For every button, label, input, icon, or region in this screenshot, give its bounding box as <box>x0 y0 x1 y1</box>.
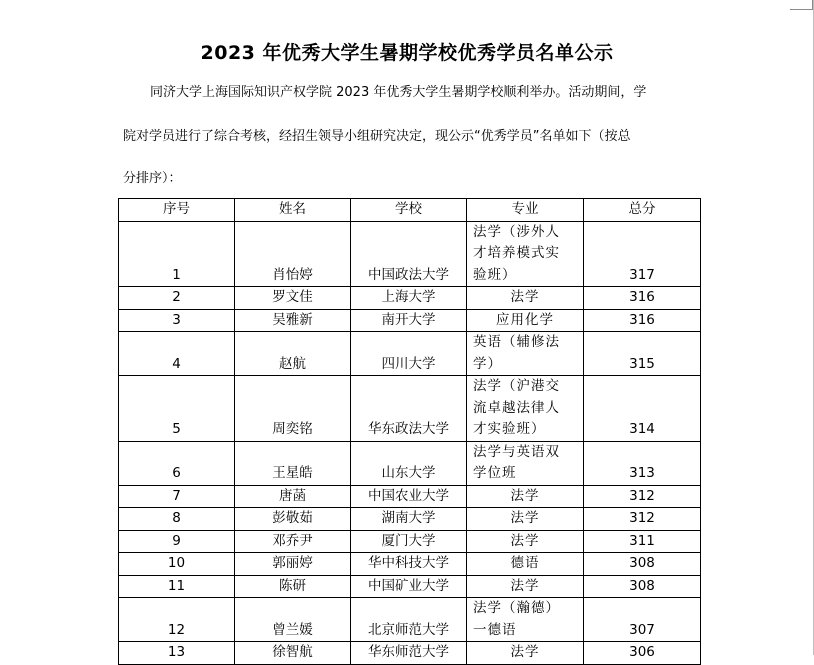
total-score: 316 <box>584 309 701 332</box>
table-row <box>119 508 701 531</box>
major-line: 流卓越法律人 <box>473 399 560 416</box>
major-line: 德语 <box>510 555 540 571</box>
table-row <box>119 553 701 576</box>
school-name: 山东大学 <box>351 441 467 485</box>
major-line: 英语（辅修法 <box>473 334 560 350</box>
major-cell <box>467 485 584 508</box>
major-line: 才实验班） <box>473 421 546 437</box>
table-row <box>119 485 701 508</box>
intro-paragraph-line-3: 分排序）： <box>123 171 182 186</box>
student-name: 罗文佳 <box>235 287 351 310</box>
major-cell <box>467 376 584 442</box>
total-score: 307 <box>584 598 701 642</box>
student-name: 徐智航 <box>235 642 351 665</box>
row-number: 5 <box>119 376 235 442</box>
table-row <box>119 332 701 376</box>
table-row <box>119 376 701 442</box>
table-row <box>119 598 701 642</box>
student-name: 赵航 <box>235 332 351 376</box>
total-score: 311 <box>584 530 701 553</box>
row-number: 8 <box>119 508 235 531</box>
intro-paragraph-line-2: 院对学员进行了综合考核，经招生领导小组研究决定，现公示“优秀学员”名单如下（按总 <box>123 129 631 144</box>
total-score: 316 <box>584 287 701 310</box>
row-number: 12 <box>119 598 235 642</box>
major-line: 法学 <box>510 510 540 526</box>
major-line: 应用化学 <box>496 311 554 328</box>
outstanding-students-table <box>118 198 701 665</box>
total-score: 315 <box>584 332 701 376</box>
major-line: 法学与英语双 <box>473 443 560 460</box>
major-cell <box>467 332 584 376</box>
major-line: 法学 <box>510 289 540 305</box>
school-name: 中国农业大学 <box>351 485 467 508</box>
row-number: 2 <box>119 287 235 310</box>
major-cell <box>467 287 584 310</box>
intro-paragraph-line-1: 同济大学上海国际知识产权学院 2023 年优秀大学生暑期学校顺利举办。活动期间，学 <box>150 85 647 100</box>
page-corner-mark <box>790 0 814 10</box>
total-score: 317 <box>584 221 701 287</box>
table-row <box>119 642 701 665</box>
total-score: 314 <box>584 376 701 442</box>
total-score: 308 <box>584 575 701 598</box>
student-name: 郭丽婷 <box>235 553 351 576</box>
student-name: 唐菡 <box>235 485 351 508</box>
school-name: 北京师范大学 <box>351 598 467 642</box>
header-number: 序号 <box>119 199 235 222</box>
row-number: 11 <box>119 575 235 598</box>
student-name: 彭敬茹 <box>235 508 351 531</box>
row-number: 10 <box>119 553 235 576</box>
major-cell <box>467 530 584 553</box>
school-name: 中国政法大学 <box>351 221 467 287</box>
row-number: 13 <box>119 642 235 665</box>
row-number: 3 <box>119 309 235 332</box>
total-score: 308 <box>584 553 701 576</box>
table-row <box>119 575 701 598</box>
student-name: 肖怡婷 <box>235 221 351 287</box>
total-score: 306 <box>584 642 701 665</box>
student-name: 陈研 <box>235 575 351 598</box>
school-name: 中国矿业大学 <box>351 575 467 598</box>
major-line: 法学（涉外人 <box>473 223 560 240</box>
major-line: 才培养模式实 <box>473 245 560 261</box>
header-total-score: 总分 <box>584 199 701 222</box>
student-name: 邓乔尹 <box>235 530 351 553</box>
major-line: 法学（沪港交 <box>473 378 560 394</box>
header-major: 专业 <box>467 199 584 222</box>
table-row <box>119 221 701 287</box>
major-cell <box>467 221 584 287</box>
school-name: 厦门大学 <box>351 530 467 553</box>
major-line: 法学 <box>510 487 540 504</box>
row-number: 9 <box>119 530 235 553</box>
major-cell <box>467 441 584 485</box>
header-school: 学校 <box>351 199 467 222</box>
school-name: 华东师范大学 <box>351 642 467 665</box>
school-name: 四川大学 <box>351 332 467 376</box>
total-score: 312 <box>584 485 701 508</box>
table-row <box>119 441 701 485</box>
school-name: 上海大学 <box>351 287 467 310</box>
table-body <box>119 221 701 664</box>
major-line: 法学（瀚德） <box>473 600 560 616</box>
school-name: 南开大学 <box>351 309 467 332</box>
major-line: 法学 <box>510 644 540 660</box>
student-name: 王星皓 <box>235 441 351 485</box>
student-name: 曾兰媛 <box>235 598 351 642</box>
document-title: 2023 年优秀大学生暑期学校优秀学员名单公示 <box>200 42 614 64</box>
row-number: 6 <box>119 441 235 485</box>
table-row <box>119 287 701 310</box>
school-name: 华东政法大学 <box>351 376 467 442</box>
row-number: 7 <box>119 485 235 508</box>
row-number: 4 <box>119 332 235 376</box>
major-cell <box>467 575 584 598</box>
total-score: 312 <box>584 508 701 531</box>
header-name: 姓名 <box>235 199 351 222</box>
school-name: 华中科技大学 <box>351 553 467 576</box>
major-cell <box>467 508 584 531</box>
major-line: 法学 <box>510 532 540 549</box>
school-name: 湖南大学 <box>351 508 467 531</box>
total-score: 313 <box>584 441 701 485</box>
table-row <box>119 309 701 332</box>
major-line: 法学 <box>510 577 540 594</box>
table-row <box>119 530 701 553</box>
student-name: 吴雅新 <box>235 309 351 332</box>
row-number: 1 <box>119 221 235 287</box>
major-line: 一德语 <box>473 621 517 638</box>
major-cell <box>467 642 584 665</box>
student-name: 周奕铭 <box>235 376 351 442</box>
major-line: 验班） <box>473 266 517 283</box>
major-cell <box>467 598 584 642</box>
table-header-row <box>119 199 701 222</box>
major-cell <box>467 553 584 576</box>
major-line: 学位班 <box>473 465 517 481</box>
major-cell <box>467 309 584 332</box>
major-line: 学） <box>473 355 502 372</box>
